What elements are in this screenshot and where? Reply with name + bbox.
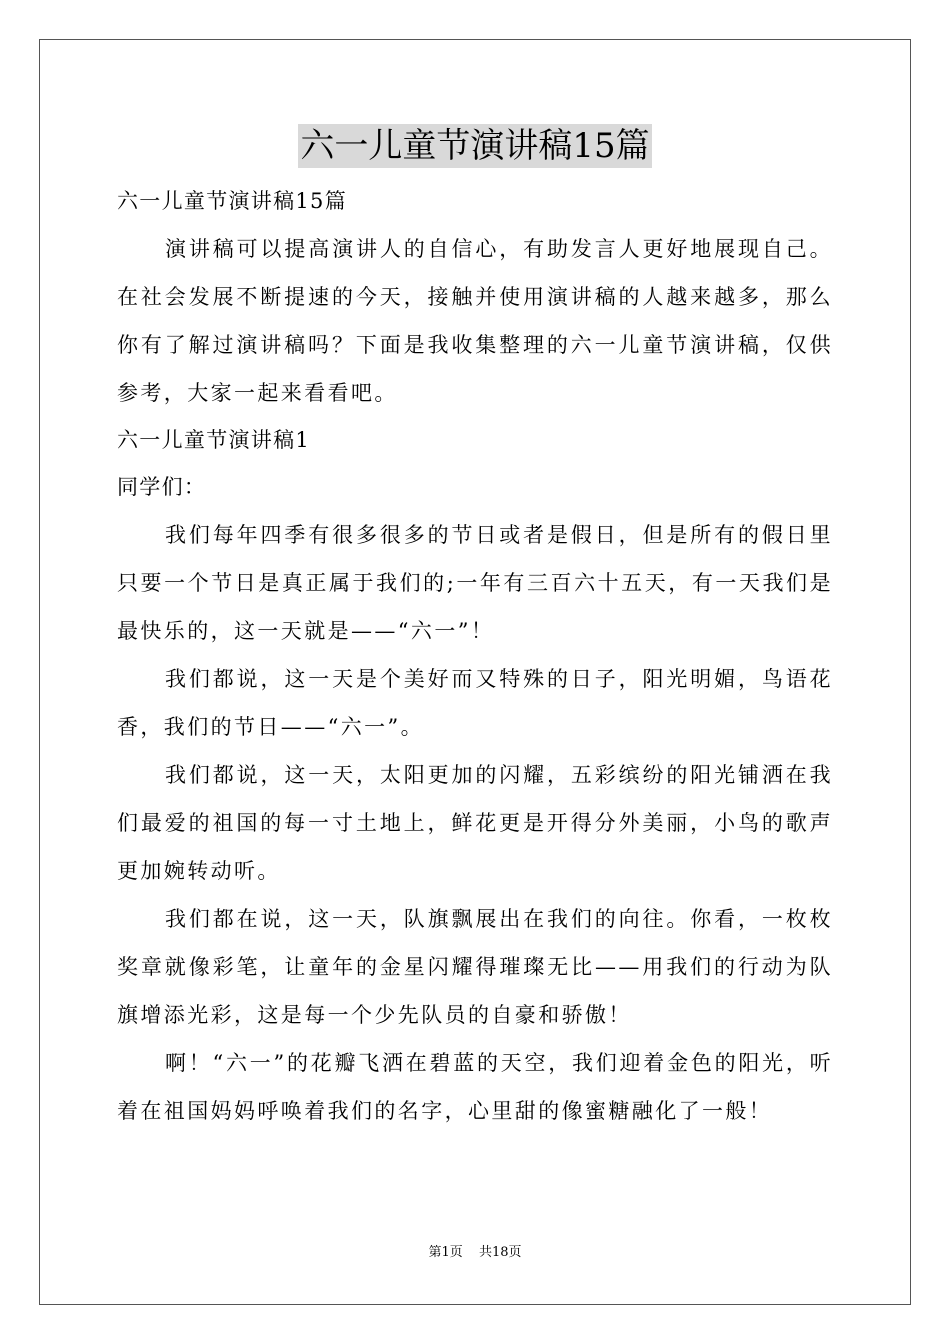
body-paragraph: 我们都说，这一天是个美好而又特殊的日子，阳光明媚，鸟语花香，我们的节日——“六一”。 xyxy=(117,667,833,739)
title-container xyxy=(0,124,950,168)
body-paragraph: 我们都在说，这一天，队旗飘展出在我们的向往。你看，一枚枚奖章就像彩笔，让童年的金星闪耀得璀璨无比——用我们的行动为队旗增添光彩，这是每一个少先队员的自豪和骄傲！ xyxy=(117,907,833,1027)
page-total: 共18页 xyxy=(478,1245,522,1260)
intro-paragraph: 演讲稿可以提高演讲人的自信心，有助发言人更好地展现自己。在社会发展不断提速的今天，接触并使用演讲稿的人越来越多，那么你有了解过演讲稿吗？下面是我收集整理的六一儿童节演讲稿，仅供参考，大家一起来看看吧。 xyxy=(117,237,833,405)
document-body xyxy=(117,178,833,1135)
body-paragraph: 啊！“六一”的花瓣飞洒在碧蓝的天空，我们迎着金色的阳光，听着在祖国妈妈呼唤着我们的名字，心里甜的像蜜糖融化了一般！ xyxy=(117,1051,833,1123)
page-footer xyxy=(0,1243,950,1263)
page-number: 第1页 xyxy=(428,1245,463,1260)
document-subtitle: 六一儿童节演讲稿15篇 xyxy=(117,189,348,213)
greeting: 同学们： xyxy=(117,475,207,499)
section-heading: 六一儿童节演讲稿1 xyxy=(117,428,311,452)
document-title: 六一儿童节演讲稿15篇 xyxy=(300,126,650,166)
body-paragraph: 我们都说，这一天，太阳更加的闪耀，五彩缤纷的阳光铺洒在我们最爱的祖国的每一寸土地上，鲜花更是开得分外美丽，小鸟的歌声更加婉转动听。 xyxy=(117,763,833,883)
body-paragraph: 我们每年四季有很多很多的节日或者是假日，但是所有的假日里只要一个节日是真正属于我们的;一年有三百六十五天，有一天我们是最快乐的，这一天就是——“六一”！ xyxy=(117,523,833,643)
